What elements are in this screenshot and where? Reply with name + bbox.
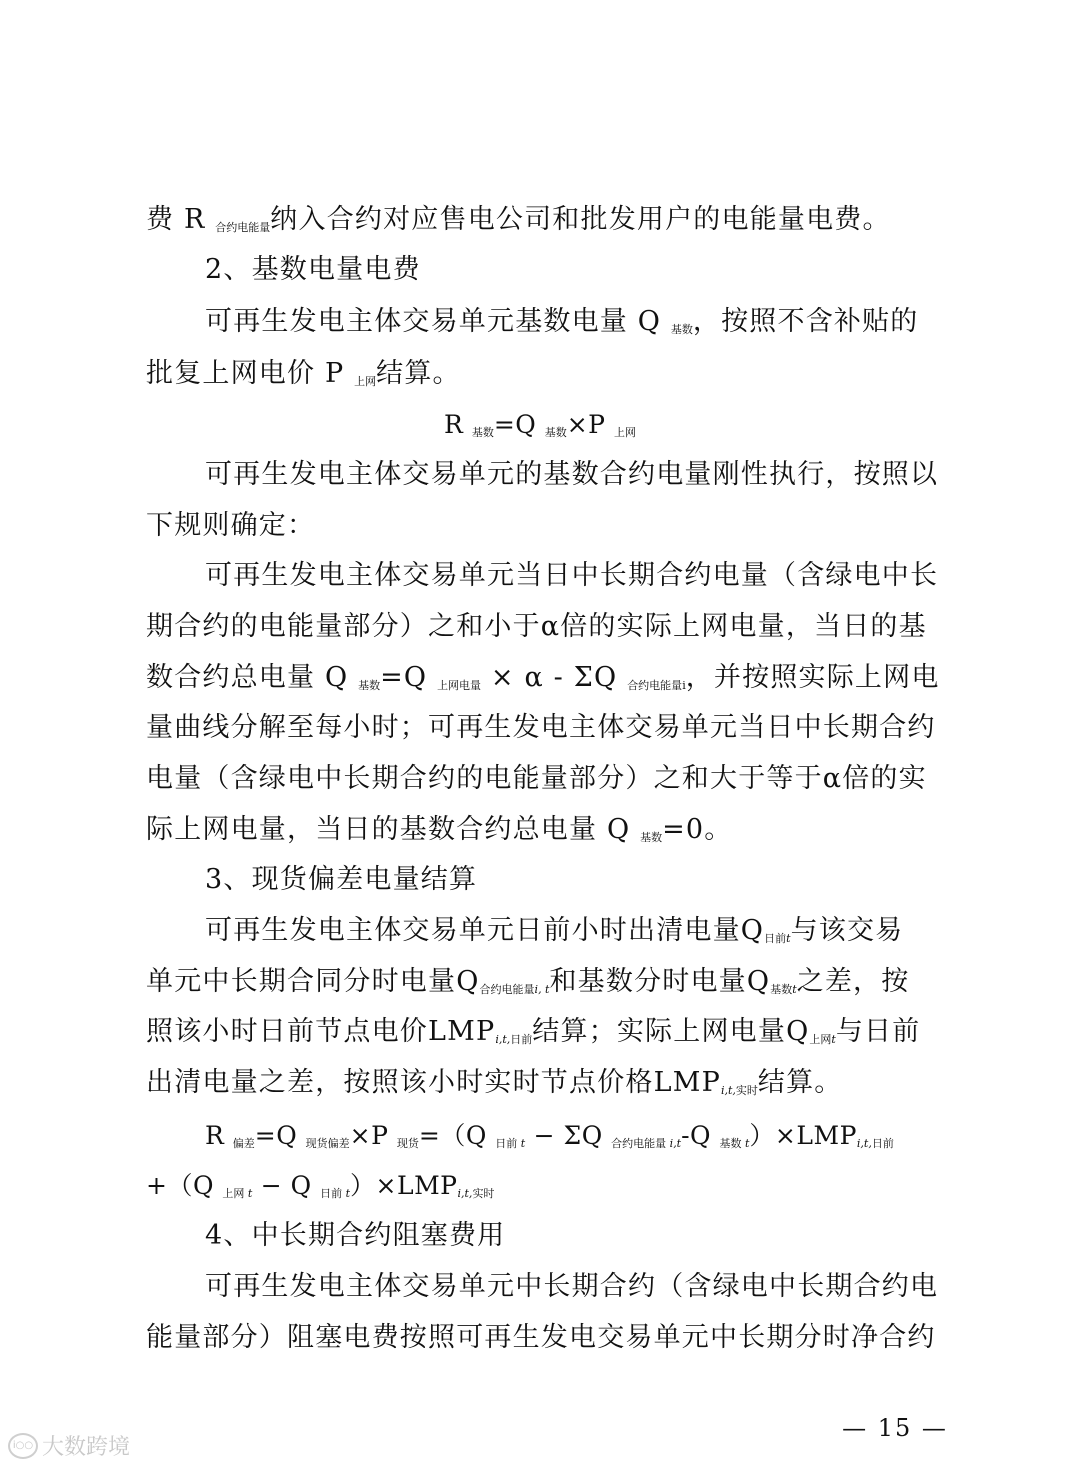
paragraph-line: 可再生发电主体交易单元中长期合约（含绿电中长期合约电 [205, 1271, 939, 1302]
paragraph-line: 能量部分）阻塞电费按照可再生发电交易单元中长期分时净合约 [146, 1322, 936, 1353]
paragraph-line: 量曲线分解至每小时；可再生发电主体交易单元当日中长期合约 [146, 712, 936, 743]
watermark [8, 1430, 130, 1461]
paragraph-line: 可再生发电主体交易单元当日中长期合约电量（含绿电中长 [205, 560, 939, 591]
watermark-text: 大数跨境 [42, 1435, 131, 1460]
paragraph-line: 际上网电量，当日的基数合约总电量 Q $_{基数}$=0。 [146, 814, 733, 845]
paragraph-line: 照该小时日前节点电价$LMP_{i,t,日前}$结算；实际上网电量$Q_{上网t}$与日前 [146, 1016, 921, 1047]
paragraph-line: 批复上网电价 P $_{上网}$结算。 [146, 358, 461, 389]
formula-base-fee: R $_{基数}$=Q $_{基数}$×P $_{上网}$ [444, 410, 636, 439]
paragraph-line: 期合约的电能量部分）之和小于α倍的实际上网电量，当日的基 [146, 611, 927, 642]
paragraph-line: 电量（含绿电中长期合约的电能量部分）之和大于等于α倍的实 [146, 763, 927, 794]
page-number: — 15 — [842, 1414, 948, 1442]
paragraph-line: 可再生发电主体交易单元日前小时出清电量$Q_{日前t}$与该交易 [205, 915, 904, 946]
paragraph-line: 单元中长期合同分时电量$Q_{合约电能量i, t}$和基数分时电量$Q_{基数t}$之差，按 [146, 966, 910, 997]
paragraph-line: 可再生发电主体交易单元的基数合约电量刚性执行，按照以 [205, 459, 939, 490]
section-heading-4: 4、中长期合约阻塞费用 [205, 1220, 506, 1251]
paragraph-line: 下规则确定： [146, 510, 316, 541]
watermark-logo-icon: i○○ [8, 1433, 38, 1459]
section-heading-2: 2、基数电量电费 [205, 254, 421, 285]
paragraph-line: 费 R $_{合约电能量}$纳入合约对应售电公司和批发用户的电能量电费。 [146, 204, 891, 235]
formula-deviation-fee-continued: +（Q $_{上网 t}$ − Q $_{日前 t})\times LMP_{i,t,实时}$ [146, 1171, 495, 1200]
paragraph-line: 出清电量之差，按照该小时实时节点价格$LMP_{i,t,实时}$结算。 [146, 1067, 843, 1098]
section-heading-3: 3、现货偏差电量结算 [205, 864, 478, 895]
paragraph-line: 数合约总电量 Q $_{基数}$=Q $_{上网电量}$ × α - ΣQ $_{合约电能量i}$，并按照实际上网电 [146, 662, 940, 693]
paragraph-line: 可再生发电主体交易单元基数电量 Q $_{基数}$，按照不含补贴的 [205, 306, 919, 337]
formula-deviation-fee: R $_{偏差}$=Q $_{现货偏差}$×P $_{现货}$=（Q $_{日前 t}$ − ΣQ $_{合约电能量 i,t}$-Q $_{基数 t})\times LMP_{i,t,日前}$ [205, 1121, 894, 1150]
